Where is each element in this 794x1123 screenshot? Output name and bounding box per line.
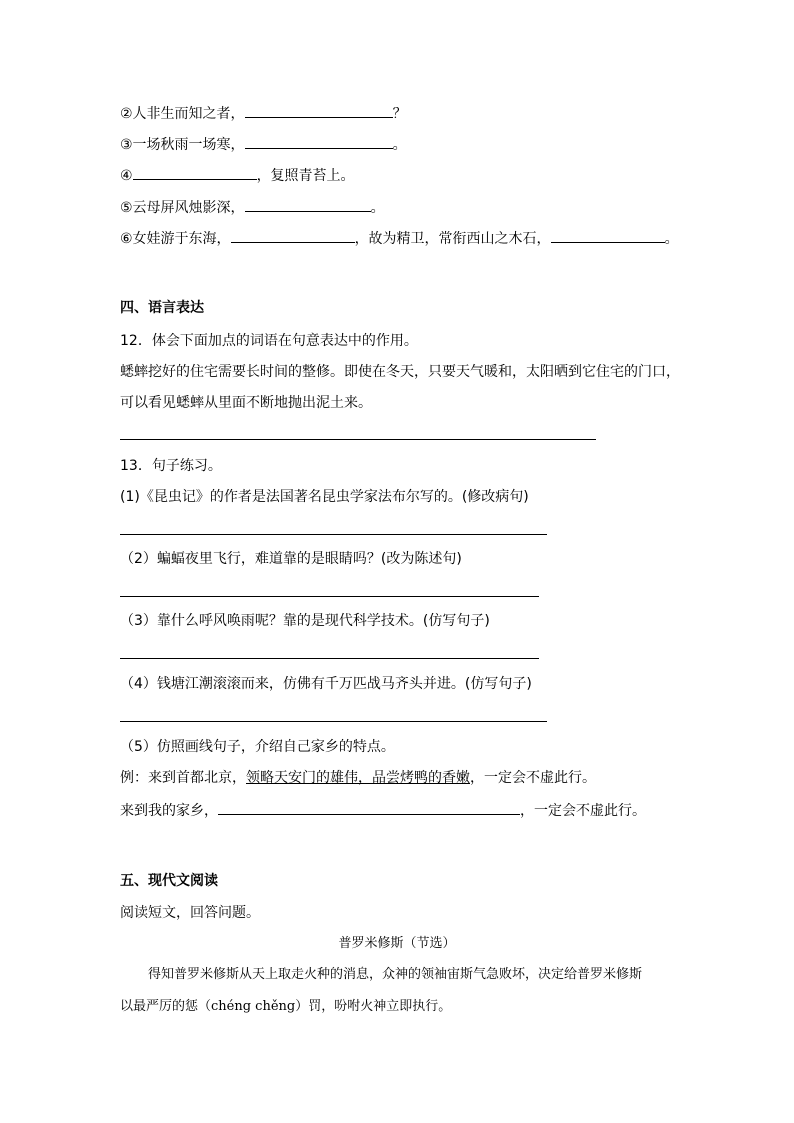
question-13-sub4: （4）钱塘江潮滚滚而来，仿佛有千万匹战马齐头并进。(仿写句子) — [120, 676, 532, 692]
question-13-sub5: （5）仿照画线句子，介绍自己家乡的特点。 — [120, 739, 395, 755]
item-q3-end: 。 — [392, 137, 407, 153]
item-q6-end: 。 — [664, 231, 679, 247]
question-13-sub1: (1)《昆虫记》的作者是法国著名昆虫学家法布尔写的。(修改病句) — [120, 489, 529, 505]
item-q2-text: ②人非生而知之者， — [120, 106, 245, 122]
section-heading-language: 四、语言表达 — [120, 300, 204, 316]
question-13-sub2: （2）蝙蝠夜里飞行，难道靠的是眼睛吗？(改为陈述句) — [120, 551, 462, 567]
item-q6 — [120, 228, 679, 249]
item-q2 — [120, 103, 407, 124]
example-suffix: ，一定会不虚此行。 — [470, 770, 596, 786]
item-q2-end: ？ — [392, 106, 407, 122]
example-prefix: 例：来到首都北京， — [120, 770, 246, 786]
question-12-passage-line1: 蟋蟀挖好的住宅需要长时间的整修。即使在冬天，只要天气暖和，太阳晒到它住宅的门口， — [120, 364, 680, 380]
fill-sentence — [120, 800, 646, 821]
answer-blank[interactable] — [218, 800, 520, 815]
passage-line1: 得知普罗米修斯从天上取走火种的消息，众神的领袖宙斯气急败坏，决定给普罗米修斯 — [148, 967, 643, 982]
answer-blank[interactable] — [133, 165, 257, 180]
item-q6-text: ⑥女娃游于东海， — [120, 231, 231, 247]
passage-title: 普罗米修斯（节选） — [338, 936, 456, 951]
passage-line2: 以最严厉的惩（chéng chěng）罚，吩咐火神立即执行。 — [120, 999, 452, 1014]
section-heading-reading: 五、现代文阅读 — [120, 873, 218, 889]
fill-prefix: 来到我的家乡， — [120, 803, 218, 819]
item-q4 — [120, 165, 355, 186]
question-13-prompt: 13．句子练习。 — [120, 458, 222, 474]
item-q4-end: ，复照青苔上。 — [256, 168, 355, 184]
answer-blank[interactable] — [231, 228, 355, 243]
answer-blank[interactable] — [551, 228, 665, 243]
item-q3 — [120, 134, 407, 155]
item-q5-end: 。 — [370, 200, 385, 216]
item-q5-text: ⑤云母屏风烛影深， — [120, 200, 245, 216]
item-q4-text: ④ — [120, 168, 133, 184]
item-q5 — [120, 197, 385, 218]
question-12-prompt: 12．体会下面加点的词语在句意表达中的作用。 — [120, 333, 418, 349]
answer-blank[interactable] — [245, 103, 393, 118]
reading-instruction: 阅读短文，回答问题。 — [120, 905, 260, 921]
question-13-sub3: （3）靠什么呼风唤雨呢？靠的是现代科学技术。(仿写句子) — [120, 613, 490, 629]
example-sentence — [120, 768, 596, 788]
answer-line[interactable] — [120, 596, 539, 597]
answer-line[interactable] — [120, 721, 547, 722]
question-12-passage-line2: 可以看见蟋蟀从里面不断地抛出泥土来。 — [120, 395, 372, 411]
example-underlined-phrase: 领略天安门的雄伟，品尝烤鸭的香嫩 — [246, 770, 470, 786]
answer-blank[interactable] — [245, 134, 393, 149]
answer-line[interactable] — [120, 439, 596, 440]
answer-line[interactable] — [120, 534, 547, 535]
answer-blank[interactable] — [245, 197, 371, 212]
item-q6-mid: ，故为精卫，常衔西山之木石， — [354, 231, 551, 247]
answer-line[interactable] — [120, 658, 539, 659]
fill-suffix: ，一定会不虚此行。 — [520, 803, 646, 819]
item-q3-text: ③一场秋雨一场寒， — [120, 137, 245, 153]
